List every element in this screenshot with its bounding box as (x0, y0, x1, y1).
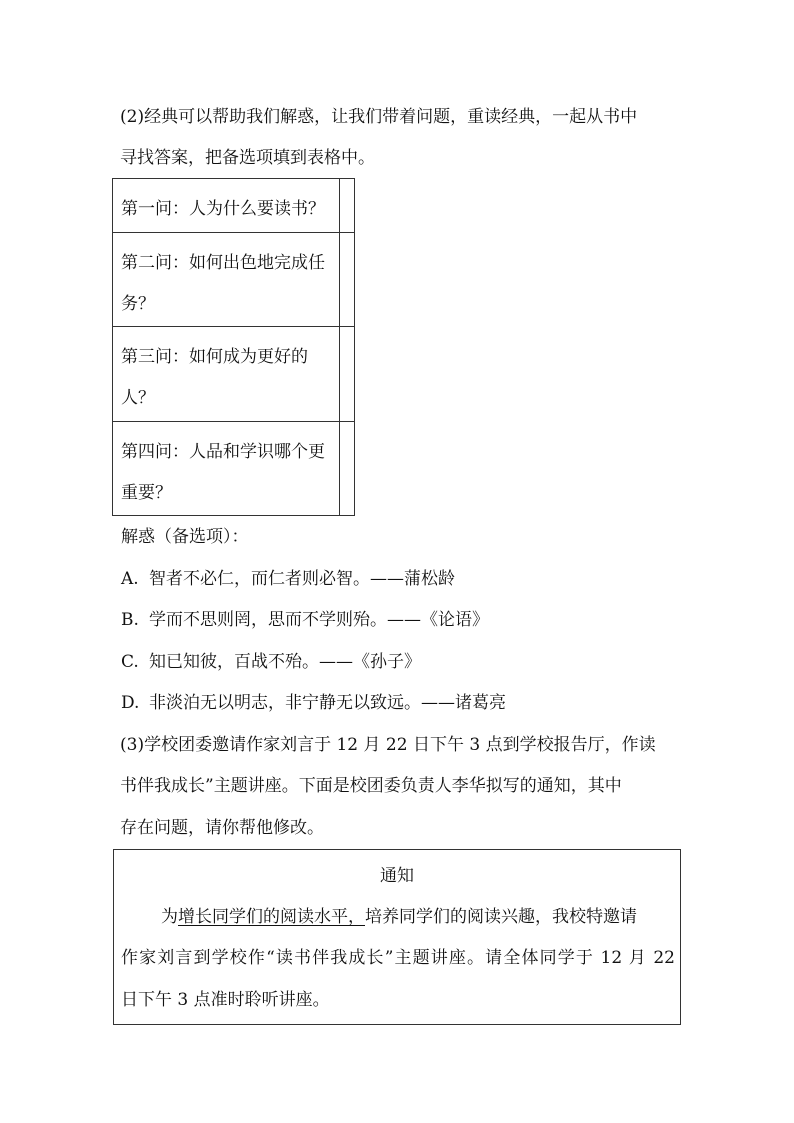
question-cell (113, 422, 340, 516)
table-row (113, 179, 355, 233)
option-a (121, 568, 455, 590)
notice-title: 通知 (380, 866, 414, 886)
notice-line-1-rest: 培养同学们的阅读兴趣，我校特邀请 (365, 907, 637, 927)
notice-line-3: 日下午 3 点准时聆听讲座。 (121, 990, 330, 1010)
option-letter: A. (121, 569, 139, 589)
question-2-text-line-2: 寻找答案，把备选项填到表格中。 (120, 148, 375, 168)
underlined-phrase: 增长同学们的阅读水平， (178, 907, 365, 927)
option-d (121, 692, 506, 714)
option-text: 非淡泊无以明志，非宁静无以致远。——诸葛亮 (149, 693, 506, 713)
question-cell (113, 233, 340, 327)
answer-cell[interactable] (340, 422, 355, 516)
option-b (121, 609, 489, 631)
question-text: 第三问：如何成为更好的人？ (121, 347, 308, 408)
notice-prefix: 为 (161, 907, 178, 927)
question-3-text-line-3: 存在问题，请你帮他修改。 (120, 818, 324, 838)
option-text: 智者不必仁，而仁者则必智。——蒲松龄 (149, 569, 455, 589)
table-row (113, 422, 355, 516)
option-text: 知已知彼，百战不殆。——《孙子》 (149, 652, 421, 672)
notice-line-2: 作家刘言到学校作“读书伴我成长”主题讲座。请全体同学于 12 月 22 (121, 948, 675, 968)
options-label: 解惑（备选项）： (121, 527, 249, 547)
table-row (113, 233, 355, 327)
option-letter: B. (121, 610, 139, 630)
question-2-text-line-1: (2)经典可以帮助我们解惑，让我们带着问题，重读经典，一起从书中 (120, 107, 638, 127)
table-row (113, 327, 355, 422)
question-3-text-line-2: 书伴我成长”主题讲座。下面是校团委负责人李华拟写的通知，其中 (120, 776, 622, 796)
question-3-text-line-1: (3)学校团委邀请作家刘言于 12 月 22 日下午 3 点到学校报告厅，作读 (120, 735, 656, 755)
notice-box (113, 849, 681, 1025)
question-text: 第二问：如何出色地完成任务？ (121, 253, 325, 314)
option-letter: D. (121, 693, 140, 713)
answer-table (112, 178, 355, 516)
option-c (121, 651, 421, 673)
answer-cell[interactable] (340, 179, 355, 233)
notice-line-1 (161, 906, 637, 928)
answer-cell[interactable] (340, 327, 355, 422)
question-text: 第一问：人为什么要读书？ (121, 199, 325, 219)
answer-cell[interactable] (340, 233, 355, 327)
option-letter: C. (121, 652, 139, 672)
question-cell (113, 327, 340, 422)
question-text: 第四问：人品和学识哪个更重要？ (121, 442, 325, 503)
question-cell (113, 179, 340, 233)
option-text: 学而不思则罔，思而不学则殆。——《论语》 (149, 610, 489, 630)
